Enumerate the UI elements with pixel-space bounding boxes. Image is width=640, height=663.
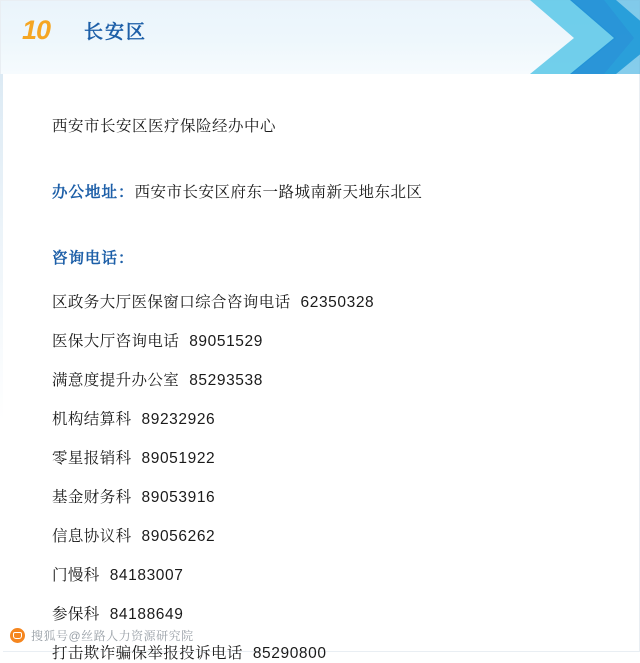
list-item <box>52 524 600 546</box>
phone-label: 打击欺诈骗保举报投诉电话 <box>52 645 243 662</box>
list-item <box>52 290 600 312</box>
phone-number: 62350328 <box>300 294 375 311</box>
phone-number: 89051922 <box>141 450 216 467</box>
phone-number: 84183007 <box>109 567 184 584</box>
page-header <box>0 0 640 74</box>
phone-label: 门慢科 <box>52 567 100 584</box>
phone-section-label: 咨询电话： <box>52 250 135 267</box>
organization-name: 西安市长安区医疗保险经办中心 <box>52 118 277 135</box>
list-item <box>52 329 600 351</box>
office-address <box>52 180 600 202</box>
section-number: 10 <box>22 14 51 45</box>
watermark <box>10 627 194 644</box>
phone-label: 零星报销科 <box>52 450 132 467</box>
list-item <box>52 407 600 429</box>
phone-number: 89053916 <box>141 489 216 506</box>
phone-label: 满意度提升办公室 <box>52 372 180 389</box>
office-address-label: 办公地址： <box>52 184 135 201</box>
phone-number: 89051529 <box>189 333 263 350</box>
document-content <box>0 74 640 663</box>
watermark-text: 搜狐号@丝路人力资源研究院 <box>31 629 194 643</box>
sohu-logo-icon <box>10 628 25 643</box>
phone-number: 84188649 <box>109 606 184 623</box>
phone-number: 85290800 <box>252 645 327 662</box>
phone-number: 89232926 <box>141 411 216 428</box>
list-item <box>52 485 600 507</box>
phone-number: 89056262 <box>141 528 216 545</box>
list-item <box>52 641 600 663</box>
header-inner <box>0 0 640 60</box>
office-address-value: 西安市长安区府东一路城南新天地东北区 <box>134 184 423 201</box>
phone-label: 参保科 <box>52 606 100 623</box>
phone-number: 85293538 <box>189 372 263 389</box>
list-item <box>52 563 600 585</box>
phone-label: 基金财务科 <box>52 489 132 506</box>
phone-label: 机构结算科 <box>52 411 132 428</box>
phone-label: 区政务大厅医保窗口综合咨询电话 <box>52 294 291 311</box>
phone-label: 医保大厅咨询电话 <box>52 333 180 350</box>
page-title: 长安区 <box>84 21 148 43</box>
phone-list <box>52 290 600 663</box>
list-item <box>52 368 600 390</box>
list-item <box>52 602 600 624</box>
phone-label: 信息协议科 <box>52 528 132 545</box>
list-item <box>52 446 600 468</box>
